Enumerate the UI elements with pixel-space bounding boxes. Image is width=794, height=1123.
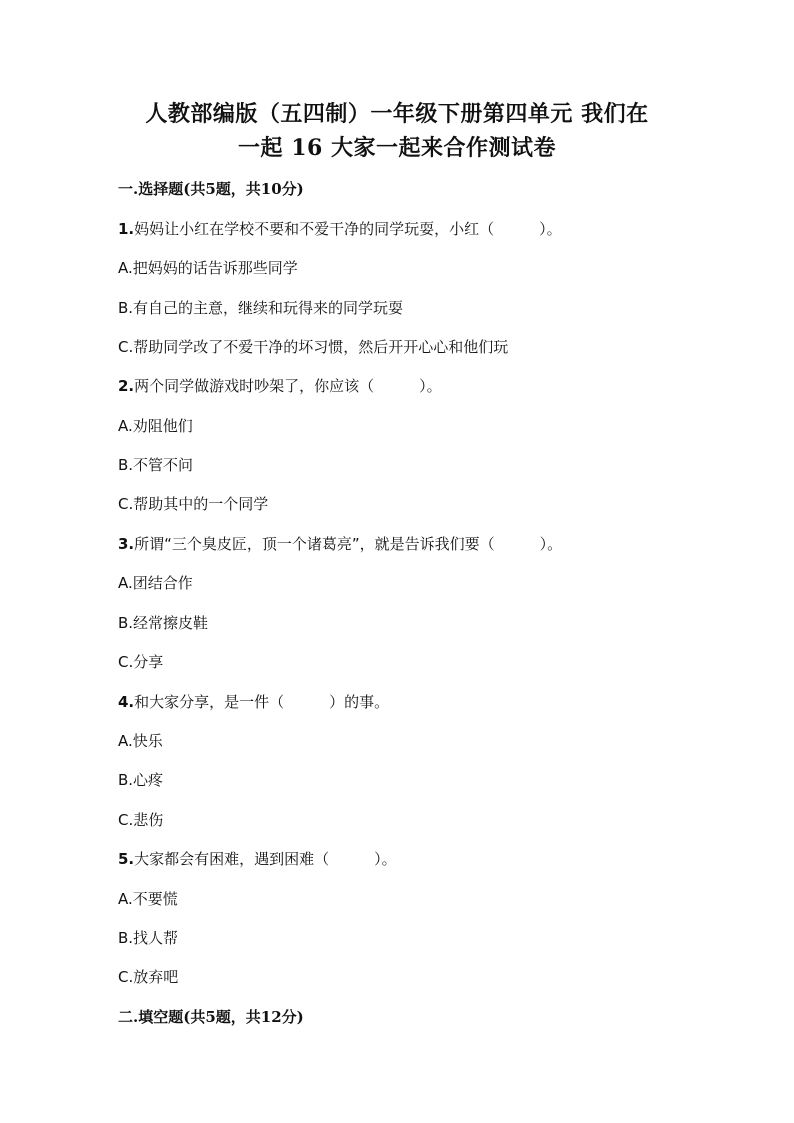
question-5-option-a: A.不要慌 [118,890,178,908]
question-1 [118,218,562,239]
question-3-option-b: B.经常擦皮鞋 [118,614,209,632]
question-2-option-a: A.劝阻他们 [118,417,193,435]
question-5 [118,848,397,869]
page-title-line-1: 人教部编版（五四制）一年级下册第四单元 我们在 [145,101,649,127]
question-1-option-c: C.帮助同学改了不爱干净的坏习惯，然后开开心心和他们玩 [118,338,509,356]
question-2-option-b: B.不管不问 [118,456,194,474]
question-3 [118,533,562,554]
question-text: 大家都会有困难，遇到困难（ ）。 [134,850,397,868]
question-4-option-b: B.心疼 [118,771,164,789]
question-2-option-c: C.帮助其中的一个同学 [118,495,269,513]
page-title-line-2: 一起 16 大家一起来合作测试卷 [238,135,556,161]
question-4-option-c: C.悲伤 [118,811,164,829]
question-text: 和大家分享，是一件（ ）的事。 [134,693,390,711]
question-1-option-a: A.把妈妈的话告诉那些同学 [118,259,298,277]
question-number: 2. [118,377,135,395]
question-3-option-c: C.分享 [118,653,164,671]
question-text: 所谓“三个臭皮匠，顶一个诸葛亮”，就是告诉我们要（ ）。 [134,535,563,553]
question-2 [118,375,442,396]
question-5-option-c: C.放弃吧 [118,968,179,986]
question-text: 妈妈让小红在学校不要和不爱干净的同学玩耍，小红（ ）。 [134,220,562,238]
question-text: 两个同学做游戏时吵架了，你应该（ ）。 [134,377,442,395]
question-1-option-b: B.有自己的主意，继续和玩得来的同学玩耍 [118,299,404,317]
question-4 [118,691,389,712]
question-number: 1. [118,220,135,238]
question-number: 4. [118,693,135,711]
question-5-option-b: B.找人帮 [118,929,179,947]
question-number: 3. [118,535,135,553]
question-4-option-a: A.快乐 [118,732,163,750]
question-number: 5. [118,850,135,868]
question-3-option-a: A.团结合作 [118,574,193,592]
section-heading-fill-blank: 二.填空题(共5题，共12分) [118,1008,304,1026]
section-heading-choice: 一.选择题(共5题，共10分) [118,180,304,198]
